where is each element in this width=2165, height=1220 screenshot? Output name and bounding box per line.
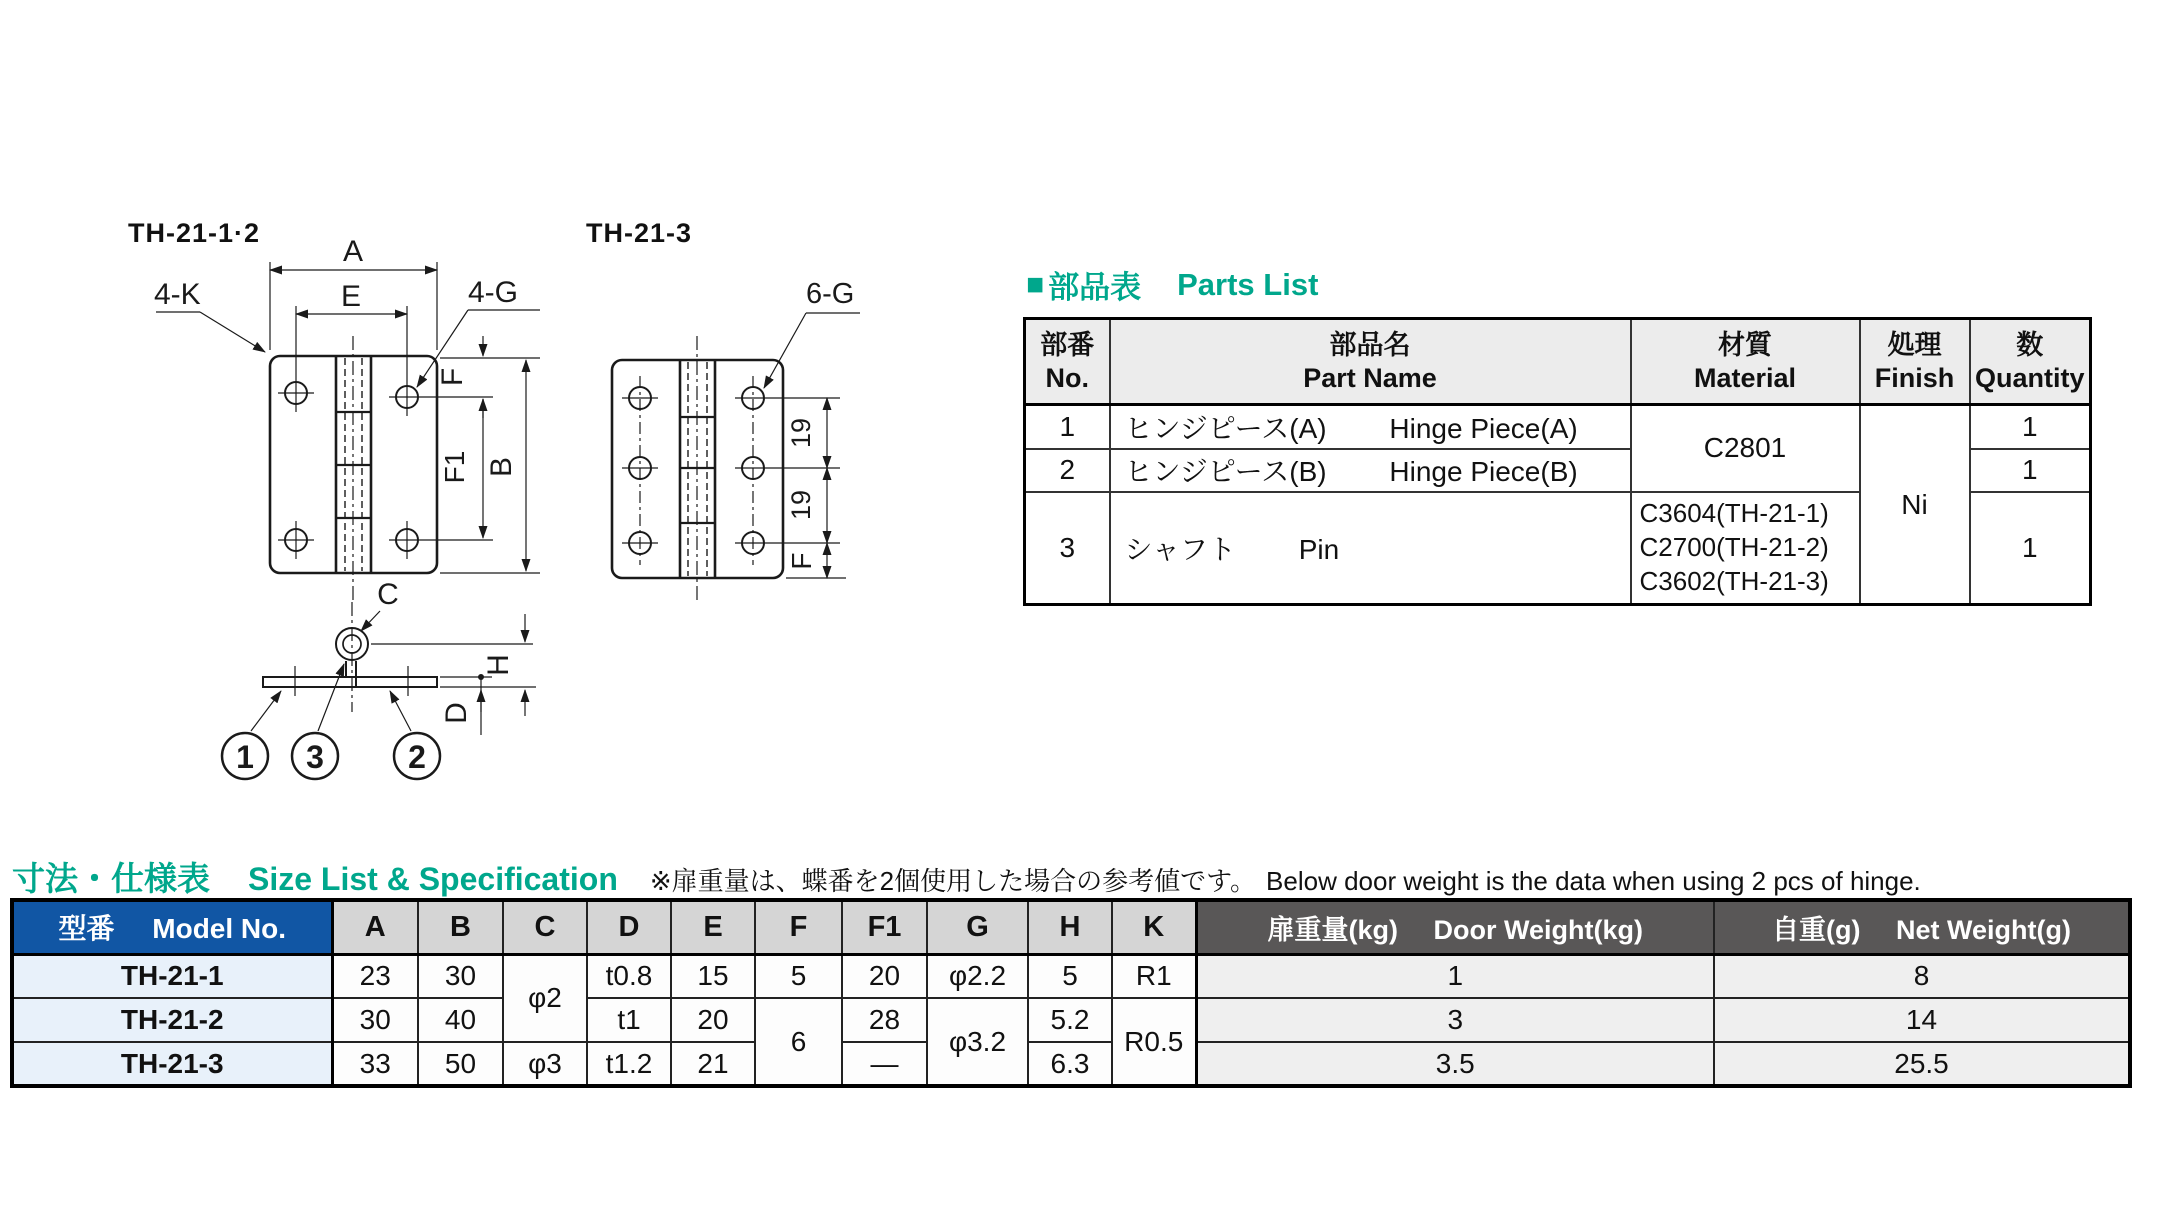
cell-door-weight: 1	[1196, 954, 1714, 998]
cell-e: 21	[671, 1042, 755, 1086]
cell-net-weight: 14	[1714, 998, 2130, 1042]
parts-header-finish-en: Finish	[1874, 362, 1955, 393]
dim-label-19a: 19	[786, 417, 816, 449]
size-header-net-weight	[1714, 900, 2130, 954]
door-weight-en: Door Weight(kg)	[1433, 914, 1643, 945]
size-header-row	[12, 900, 2130, 954]
cell-f1: 20	[842, 954, 927, 998]
size-header-g: G	[927, 900, 1028, 954]
parts-list-heading	[1026, 262, 1318, 307]
drawing1-front-view	[154, 235, 540, 600]
part-no: 2	[1025, 449, 1110, 492]
hinge1-plate	[263, 677, 437, 687]
cell-e: 15	[671, 954, 755, 998]
size-row-th-21-1	[12, 954, 2130, 998]
hinge1-holes	[285, 382, 418, 551]
part-name	[1110, 449, 1631, 492]
hinge1-side-labels	[377, 578, 515, 724]
parts-list-bullet: ■	[1026, 267, 1045, 301]
cell-b: 30	[418, 954, 503, 998]
cell-net-weight: 25.5	[1714, 1042, 2130, 1086]
cell-d: t1	[587, 998, 671, 1042]
parts-header-qty	[1970, 319, 2091, 405]
size-header-f: F	[755, 900, 842, 954]
size-header-e: E	[671, 900, 755, 954]
part-callout-1: 1	[236, 739, 254, 775]
size-header-f1: F1	[842, 900, 927, 954]
parts-list-table	[1023, 317, 2092, 606]
size-header-model	[12, 900, 332, 954]
cell-c-merged: φ2	[503, 954, 587, 1042]
drawing2-title: TH-21-3	[586, 218, 693, 248]
size-header-b: B	[418, 900, 503, 954]
size-spec-note-ja: ※扉重量は、蝶番を2個使用した場合の参考値です。	[649, 866, 1257, 896]
size-spec-table	[10, 898, 2132, 1088]
part-callout-3: 3	[306, 739, 324, 775]
part-name	[1110, 405, 1631, 449]
door-weight-ja: 扉重量(kg)	[1267, 914, 1398, 945]
parts-header-no-en: No.	[1045, 362, 1089, 393]
part-name-ja: シャフト	[1124, 533, 1236, 565]
material-line-1: C3604(TH-21-1)	[1639, 498, 1829, 529]
drawing2-front-view	[612, 278, 860, 604]
net-weight-ja: 自重(g)	[1772, 914, 1861, 945]
dim-label-e: E	[340, 280, 362, 313]
cell-a: 33	[332, 1042, 418, 1086]
dim-label-b: B	[485, 456, 518, 478]
cell-h: 5	[1028, 954, 1112, 998]
hinge1-knuckle	[336, 336, 371, 600]
part-name-ja: ヒンジピース(B)	[1124, 456, 1327, 487]
dim-label-4g: 4-G	[468, 276, 519, 309]
parts-header-row	[1025, 319, 2091, 405]
part-material-3	[1631, 492, 1860, 605]
dim-label-f: F	[436, 367, 469, 387]
material-line-3: C3602(TH-21-3)	[1639, 565, 1829, 596]
part-name-ja: ヒンジピース(A)	[1124, 412, 1327, 444]
part-name	[1110, 492, 1631, 605]
parts-header-name-en: Part Name	[1303, 362, 1437, 393]
cell-f: 5	[755, 954, 842, 998]
cell-h: 5.2	[1028, 998, 1112, 1042]
dim-label-h: H	[482, 654, 515, 676]
part-name-en: Hinge Piece(B)	[1389, 456, 1578, 487]
cell-f-merged: 6	[755, 998, 842, 1086]
material-line-2: C2700(TH-21-2)	[1639, 531, 1829, 562]
size-spec-title-ja: 寸法・仕様表	[12, 860, 210, 897]
parts-header-finish	[1860, 319, 1970, 405]
parts-list-title-en: Parts List	[1177, 266, 1319, 302]
net-weight-en: Net Weight(g)	[1896, 914, 2071, 945]
cell-k-merged: R0.5	[1112, 998, 1196, 1086]
parts-header-name	[1110, 319, 1631, 405]
parts-header-qty-en: Quantity	[1974, 362, 2085, 393]
model-cell: TH-21-1	[12, 954, 332, 998]
drawing1-side-view	[222, 578, 536, 779]
dim-label-6g: 6-G	[806, 278, 855, 310]
size-row-th-21-3	[12, 1042, 2130, 1086]
parts-header-no-ja: 部番	[1040, 330, 1095, 361]
parts-header-material-en: Material	[1693, 362, 1797, 393]
model-cell: TH-21-3	[12, 1042, 332, 1086]
dim-label-4k: 4-K	[154, 278, 201, 311]
parts-list-title-ja: 部品表	[1048, 270, 1142, 305]
drawing1-title: TH-21-1·2	[128, 218, 261, 248]
size-header-door-weight	[1196, 900, 1714, 954]
dim-label-19b: 19	[786, 489, 816, 521]
hinge2-centerlines	[622, 376, 840, 565]
part-no: 1	[1025, 405, 1110, 449]
cell-c: φ3	[503, 1042, 587, 1086]
hinge2-knuckle	[680, 336, 715, 604]
cell-f1: 28	[842, 998, 927, 1042]
part-qty: 1	[1970, 405, 2091, 449]
cell-f1: —	[842, 1042, 927, 1086]
hinge2-dim-labels	[786, 278, 854, 570]
parts-header-name-ja: 部品名	[1329, 330, 1411, 361]
cell-net-weight: 8	[1714, 954, 2130, 998]
size-header-h: H	[1028, 900, 1112, 954]
technical-drawing	[0, 0, 960, 820]
dim-label-f2: F	[786, 552, 817, 570]
cell-a: 23	[332, 954, 418, 998]
size-spec-title-en: Size List & Specification	[248, 861, 618, 897]
cell-g: φ2.2	[927, 954, 1028, 998]
size-header-k: K	[1112, 900, 1196, 954]
size-spec-heading	[12, 853, 1921, 900]
cell-e: 20	[671, 998, 755, 1042]
cell-door-weight: 3	[1196, 998, 1714, 1042]
dim-label-c: C	[377, 578, 399, 611]
cell-door-weight: 3.5	[1196, 1042, 1714, 1086]
parts-header-no	[1025, 319, 1110, 405]
hinge1-curl	[346, 661, 356, 686]
part-qty: 1	[1970, 449, 2091, 492]
parts-header-finish-ja: 処理	[1887, 330, 1942, 361]
size-header-c: C	[503, 900, 587, 954]
size-spec-note-en: Below door weight is the data when using 2 pcs of hinge.	[1266, 866, 1921, 896]
cell-d: t0.8	[587, 954, 671, 998]
dim-label-a: A	[342, 235, 364, 268]
part-name-en: Pin	[1298, 533, 1340, 565]
part-material-12: C2801	[1631, 405, 1860, 492]
parts-header-material-ja: 材質	[1718, 330, 1772, 361]
parts-header-material	[1631, 319, 1860, 405]
cell-b: 40	[418, 998, 503, 1042]
size-header-a: A	[332, 900, 418, 954]
part-callouts	[222, 664, 440, 779]
model-cell: TH-21-2	[12, 998, 332, 1042]
cell-h: 6.3	[1028, 1042, 1112, 1086]
size-header-d: D	[587, 900, 671, 954]
dim-label-d: D	[440, 702, 473, 724]
parts-row-1	[1025, 405, 2091, 449]
part-qty: 1	[1970, 492, 2091, 605]
hinge1-side-centerlines	[295, 602, 408, 712]
part-name-en: Hinge Piece(A)	[1389, 412, 1578, 444]
size-row-th-21-2	[12, 998, 2130, 1042]
size-header-model-en: Model No.	[152, 913, 287, 945]
cell-g-merged: φ3.2	[927, 998, 1028, 1086]
dim-label-f1: F1	[439, 450, 470, 484]
part-finish: Ni	[1860, 405, 1970, 605]
cell-d: t1.2	[587, 1042, 671, 1086]
part-callout-2: 2	[408, 739, 426, 775]
size-header-model-ja: 型番	[58, 913, 115, 945]
cell-b: 50	[418, 1042, 503, 1086]
cell-k: R1	[1112, 954, 1196, 998]
hinge1-centerlines	[278, 306, 493, 559]
cell-a: 30	[332, 998, 418, 1042]
part-no: 3	[1025, 492, 1110, 605]
parts-header-qty-ja: 数	[2016, 330, 2044, 361]
